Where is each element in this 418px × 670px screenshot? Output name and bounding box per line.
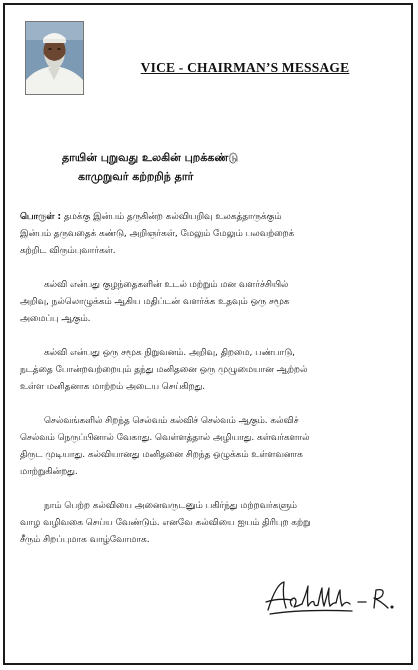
meaning-label: பொருள் :	[20, 212, 62, 222]
paragraph-line: தமக்கு இன்பம் தருகின்ற கல்வியறிவு உலகத்தாருக்கும்	[61, 212, 282, 222]
handwritten-signature	[262, 576, 402, 618]
paragraph-line: செல்வங்களில் சிறந்த செல்வம் கல்விச் செல்வம் ஆகும். கல்விச்	[44, 416, 299, 426]
paragraph-line: வாழ வழிவகை செய்ய வேண்டும். எனவே கல்வியை ஐயம் திரிபுற கற்று	[20, 518, 311, 528]
paragraph-line: இன்பம் தருவதைக் கண்டு, அறிஞர்கள், மேலும் மேலும் பலவற்றைக்	[20, 229, 295, 239]
paragraph-share-education	[20, 498, 398, 549]
page-heading: VICE - CHAIRMAN’S MESSAGE	[140, 60, 350, 75]
paragraph-line: திருட முடியாது. கல்வியானது மனிதனை சிறந்த ஒழுக்கம் உள்ளவனாக	[20, 450, 303, 460]
paragraph-education-definition	[20, 277, 398, 328]
thirukkural-couplet	[62, 148, 362, 186]
paragraph-line: கல்வி என்பது ஒரு சமூக நிறுவனம். அறிவு, திறமை, பண்பாடு,	[44, 348, 296, 358]
paragraph-line: கற்றிட விரும்புவார்கள்.	[20, 246, 116, 256]
paragraph-social-institution	[20, 345, 398, 396]
paragraph-line: நாம் பெற்ற கல்வியை அனைவருடனும் பகிர்ந்து மற்றவர்களும்	[44, 501, 297, 511]
paragraph-meaning	[20, 209, 398, 260]
paragraph-line: உள்ள மனிதனாக மாற்றம் அடைய செய்கிறது.	[20, 382, 206, 392]
paragraph-line: செல்வம் நெருப்பினால் வேகாது. வெள்ளத்தால் அழியாது. கள்வர்களால்	[20, 433, 310, 443]
paragraph-line: மாற்றுகின்றது.	[20, 467, 78, 477]
paragraph-line: சீரும் சிறப்புமாக வாழ்வோமாக.	[20, 535, 150, 545]
paragraph-line: அறிவு, நல்லொழுக்கம் ஆகிய மதிப்டன் வளர்க்க உதவும் ஒரு சமூக	[20, 297, 290, 307]
vice-chairman-photo	[25, 21, 84, 95]
paragraph-wealth-of-education	[20, 413, 398, 481]
paragraph-line: அமைப்பு ஆகும்.	[20, 314, 91, 324]
couplet-line-2: காமுறுவர் கற்றறிந் தார்	[78, 170, 194, 183]
couplet-line-1: தாயின் புறுவது உலகின் புறக்கண்டு	[62, 151, 239, 164]
message-body	[20, 209, 398, 566]
paragraph-line: கல்வி என்பது குழந்தைகளின் உடல் மற்றும் மன வளர்ச்சியில்	[44, 280, 289, 290]
paragraph-line: நடத்தை போன்றவற்றையும் தந்து மனிதனை ஒரு முழுமையான ஆற்றல்	[20, 365, 308, 375]
